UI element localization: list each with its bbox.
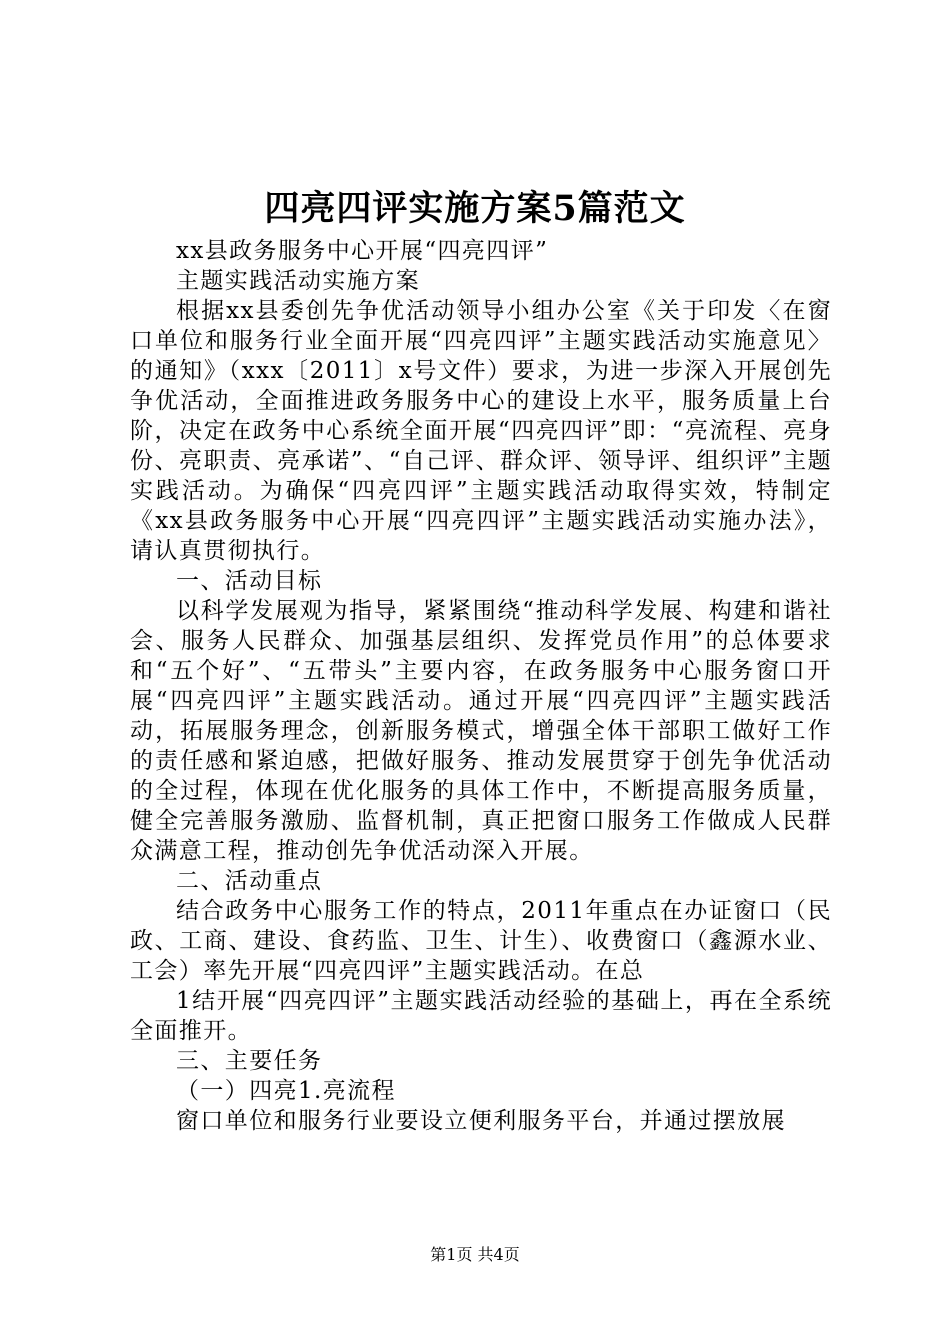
- section-heading-1: 一、活动目标: [176, 568, 323, 594]
- paragraph-focus: 结合政务中心服务工作的特点，2011年重点在办证窗口（民政、工商、建设、食药监、卫生、计生）、收费窗口（鑫源水业、工会）率先开展“四亮四评”主题实践活动。在总: [130, 898, 832, 984]
- subsection-heading-1: （一）四亮1.亮流程: [176, 1078, 396, 1104]
- document-title: 四亮四评实施方案5篇范文: [264, 188, 686, 229]
- paragraph-focus-cont: 1结开展“四亮四评”主题实践活动经验的基础上，再在全系统全面推开。: [130, 988, 832, 1044]
- section-heading-2: 二、活动重点: [176, 868, 323, 894]
- paragraph-goals: 以科学发展观为指导，紧紧围绕“推动科学发展、构建和谐社会、服务人民群众、加强基层组织、发挥党员作用”的总体要求和“五个好”、“五带头”主要内容，在政务服务中心服务窗口开展“四亮四评”主题实践活动。通过开展“四亮四评”主题实践活动，拓展服务理念，创新服务模式，增强全体干部职工做好工作的责任感和紧迫感，把做好服务、推动发展贯穿于创先争优活动的全过程，体现在优化服务的具体工作中，不断提高服务质量，健全完善服务激励、监督机制，真正把窗口服务工作做成人民群众满意工程，推动创先争优活动深入开展。: [130, 598, 832, 864]
- section-heading-3: 三、主要任务: [176, 1048, 323, 1074]
- paragraph-subtitle-2: 主题实践活动实施方案: [176, 268, 420, 294]
- paragraph-tasks: 窗口单位和服务行业要设立便利服务平台，并通过摆放展: [176, 1108, 786, 1134]
- page-footer: 第1页 共4页: [430, 1245, 520, 1264]
- document-body: [130, 236, 832, 1136]
- paragraph-intro: 根据xx县委创先争优活动领导小组办公室《关于印发〈在窗口单位和服务行业全面开展“四亮四评”主题实践活动实施意见〉的通知》（xxx〔2011〕x号文件）要求，为进一步深入开展创先争优活动，全面推进政务服务中心的建设上水平，服务质量上台阶，决定在政务中心系统全面开展“四亮四评”即：“亮流程、亮身份、亮职责、亮承诺”、“自己评、群众评、领导评、组织评”主题实践活动。为确保“四亮四评”主题实践活动取得实效，特制定《xx县政务服务中心开展“四亮四评”主题实践活动实施办法》，请认真贯彻执行。: [130, 298, 832, 564]
- paragraph-subtitle-1: xx县政务服务中心开展“四亮四评”: [176, 238, 549, 264]
